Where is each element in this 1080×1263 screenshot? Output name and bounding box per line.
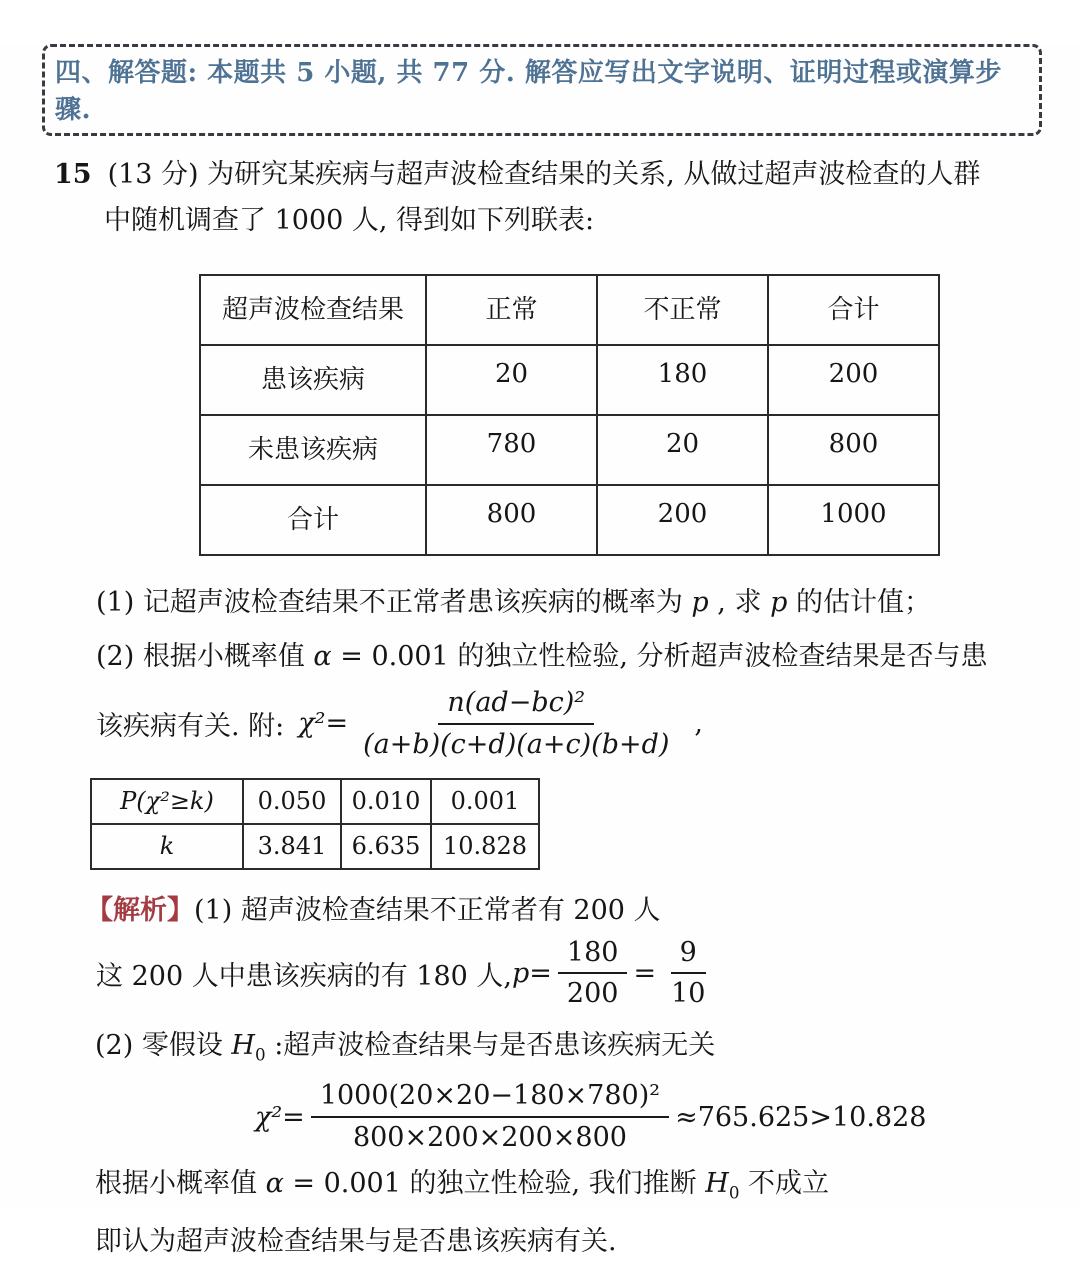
solution-p-formula <box>96 936 1080 1012</box>
table-cell: 0.001 <box>431 779 539 824</box>
table-row <box>200 345 939 415</box>
section-header-text: 四、解答题: 本题共 5 小题, 共 77 分. 解答应写出文字说明、证明过程或演算步骤. <box>55 58 1002 125</box>
table-cell: 780 <box>426 415 597 485</box>
hypothesis-tail: :超声波检查结果与是否患该疾病无关 <box>265 1030 716 1061</box>
question-1 <box>96 582 1040 624</box>
table-cell: 200 <box>597 485 768 555</box>
conclusion-tail: 不成立 <box>739 1167 830 1199</box>
table-cell: P(χ²≥k) <box>91 779 243 824</box>
subscript-0: 0 <box>254 1044 266 1065</box>
subscript-0: 0 <box>728 1182 740 1203</box>
formula-tail: , <box>694 708 704 740</box>
table-cell: 1000 <box>768 485 939 555</box>
table-cell: 患该疾病 <box>200 345 426 415</box>
fraction-numerator: 9 <box>671 936 706 975</box>
fraction <box>662 936 714 1012</box>
table-cell: 800 <box>426 485 597 555</box>
fraction-numerator: n(ad−bc)² <box>438 686 594 725</box>
question-1-tail: 的估计值； <box>787 587 931 618</box>
table-cell: 20 <box>426 345 597 415</box>
contingency-header-cell: 正常 <box>426 275 597 345</box>
var-p: p <box>691 587 709 618</box>
var-H: H <box>705 1167 729 1199</box>
question-2-line1 <box>96 636 1040 678</box>
var-alpha: α <box>313 641 332 672</box>
fraction <box>354 686 678 762</box>
fraction <box>558 936 628 1012</box>
conclusion-lead: 根据小概率值 <box>95 1167 266 1199</box>
contingency-table <box>199 274 940 556</box>
table-cell: 200 <box>768 345 939 415</box>
table-cell: 10.828 <box>431 824 539 869</box>
problem-stem-line1 <box>54 154 1020 196</box>
problem-stem-text1: (13 分) 为研究某疾病与超声波检查结果的关系, 从做过超声波检查的人群 <box>107 159 981 190</box>
var-p: p <box>511 957 530 989</box>
table-cell: 0.050 <box>243 779 341 824</box>
solution-2-lead: 这 200 人中患该疾病的有 180 人, <box>96 960 512 992</box>
fraction-denominator: (a+b)(c+d)(a+c)(b+d) <box>363 728 670 760</box>
computation-result: ≈765.625>10.828 <box>675 1101 927 1133</box>
contingency-header-row <box>200 275 939 345</box>
var-alpha: α <box>265 1167 284 1199</box>
contingency-header-cell: 超声波检查结果 <box>200 275 426 345</box>
table-cell: 未患该疾病 <box>200 415 426 485</box>
chi-square-lhs: χ²= <box>255 1101 305 1133</box>
formula-lead: 该疾病有关. 附: <box>96 711 285 743</box>
alpha-value: = 0.001 <box>331 641 449 672</box>
section-header-box <box>42 44 1042 136</box>
analysis-label: 【解析】 <box>86 894 194 926</box>
chi-square-definition <box>96 686 1080 762</box>
exam-page <box>0 44 1080 1258</box>
contingency-header-cell: 合计 <box>768 275 939 345</box>
table-cell: 20 <box>597 415 768 485</box>
conclusion-mid: 的独立性检验, 我们推断 <box>400 1167 706 1199</box>
hypothesis-lead: (2) 零假设 <box>95 1030 232 1061</box>
table-row <box>200 415 939 485</box>
table-row <box>91 824 539 869</box>
fraction-denominator: 800×200×200×800 <box>352 1122 627 1154</box>
fraction <box>311 1079 669 1155</box>
fraction-denominator: 200 <box>566 978 619 1010</box>
table-row <box>91 779 539 824</box>
solution-1-text: (1) 超声波检查结果不正常者有 200 人 <box>194 894 661 926</box>
equals-sign: = <box>633 957 657 989</box>
problem-stem-line2: 中随机调查了 1000 人, 得到如下列联表: <box>104 205 595 236</box>
question-2-lead: (2) 根据小概率值 <box>96 641 314 672</box>
solution-line-1 <box>86 890 1040 932</box>
table-row <box>200 485 939 555</box>
critical-values-table <box>90 778 540 870</box>
equals-sign: = <box>529 957 552 989</box>
var-p: p <box>770 587 788 618</box>
conclusion-line-2: 即认为超声波检查结果与是否患该疾病有关. <box>95 1226 617 1258</box>
var-H: H <box>231 1030 255 1061</box>
question-1-lead: (1) 记超声波检查结果不正常者患该疾病的概率为 <box>96 587 692 618</box>
table-cell: 合计 <box>200 485 426 555</box>
null-hypothesis-line <box>95 1025 1040 1075</box>
table-cell: 6.635 <box>341 824 431 869</box>
alpha-value: = 0.001 <box>283 1167 401 1199</box>
fraction-numerator: 180 <box>558 936 628 975</box>
question-1-mid: , 求 <box>708 587 771 618</box>
problem-number: 15 <box>54 159 92 190</box>
conclusion-line-1 <box>95 1163 1040 1213</box>
table-cell: 180 <box>597 345 768 415</box>
chi-square-computation <box>255 1079 1080 1155</box>
table-cell: 3.841 <box>243 824 341 869</box>
table-cell: 0.010 <box>341 779 431 824</box>
chi-square-lhs: χ²= <box>298 708 349 740</box>
table-cell: 800 <box>768 415 939 485</box>
fraction-denominator: 10 <box>671 978 706 1010</box>
fraction-numerator: 1000(20×20−180×780)² <box>311 1079 669 1118</box>
question-2-tail: 的独立性检验, 分析超声波检查结果是否与患 <box>448 641 988 672</box>
contingency-header-cell: 不正常 <box>597 275 768 345</box>
table-cell: k <box>91 824 243 869</box>
